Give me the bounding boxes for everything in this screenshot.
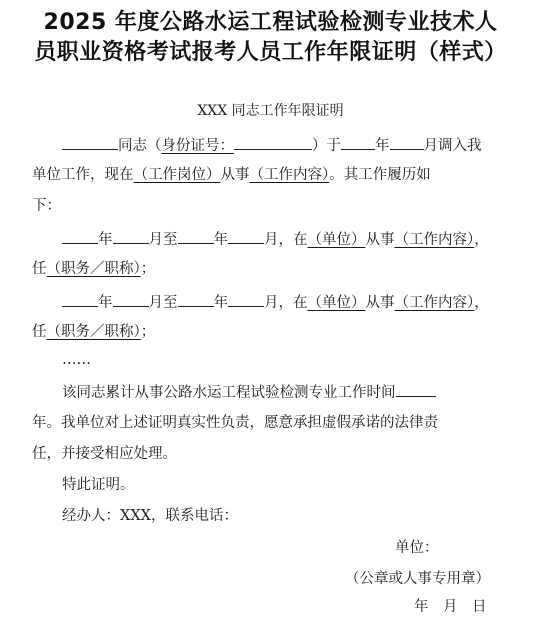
paragraph-2-line-1 — [62, 381, 436, 403]
semicolon-text: ； — [140, 261, 156, 277]
semicolon-text: ； — [140, 324, 156, 340]
paragraph-1-line-3: 下： — [32, 198, 61, 214]
document-title-line-1: 2025 年度公路水运工程试验检测专业技术人 — [43, 10, 498, 35]
end-year-text: 年 — [213, 232, 228, 248]
id-number-blank — [234, 134, 312, 150]
end-month-blank — [228, 291, 264, 307]
month-at-text: 月，在 — [264, 295, 308, 311]
end-year-text: 年 — [213, 295, 228, 311]
years-blank — [396, 381, 436, 397]
history-entry-2-line-2 — [32, 322, 155, 342]
transfer-text: 月调入我 — [423, 138, 482, 154]
cumulative-time-text: 该同志累计从事公路水运工程试验检测专业工作时间 — [62, 385, 396, 401]
start-year-blank — [62, 228, 98, 244]
name-blank — [62, 134, 118, 150]
history-entry-1-line-2 — [32, 259, 155, 279]
ren-text: 任 — [32, 324, 47, 340]
paragraph-2-line-2: 年。我单位对上述证明真实性负责，愿意承担虚假承诺的法律责 — [32, 415, 438, 431]
certificate-subtitle: XXX 同志工作年限证明 — [197, 103, 344, 119]
end-year-blank — [178, 228, 214, 244]
work-unit-text: 单位工作，现在 — [32, 167, 134, 183]
end-month-blank — [228, 228, 264, 244]
paragraph-1-line-2 — [32, 165, 431, 185]
congshi-text: 从事 — [365, 295, 395, 311]
month-to-text: 月至 — [148, 295, 178, 311]
unit-signature-label: 单位： — [395, 540, 439, 556]
start-year-blank — [62, 291, 98, 307]
handler-line: 经办人：XXX，联系电话： — [62, 508, 238, 524]
document-title-line-2: 员职业资格考试报考人员工作年限证明（样式） — [34, 40, 507, 65]
history-entry-1-line-1 — [62, 228, 489, 250]
transfer-year-blank — [341, 134, 375, 150]
date-line: 年 月 日 — [414, 599, 487, 615]
start-year-text: 年 — [98, 232, 113, 248]
paragraph-2-line-3: 任，并接受相应处理。 — [32, 446, 177, 462]
content-placeholder: （工作内容） — [394, 232, 475, 248]
content-placeholder: （工作内容） — [249, 167, 330, 183]
unit-placeholder: （单位） — [307, 232, 366, 248]
year-text: 年 — [375, 138, 390, 154]
official-seal-text: （公章或人事专用章） — [345, 571, 490, 587]
transfer-month-blank — [390, 134, 424, 150]
start-year-text: 年 — [98, 295, 113, 311]
history-intro-text: 。其工作履历如 — [329, 167, 431, 183]
yu-text: ）于 — [312, 138, 341, 154]
unit-placeholder: （单位） — [307, 295, 366, 311]
content-placeholder: （工作内容） — [394, 295, 475, 311]
title-placeholder: （职务／职称） — [46, 261, 141, 277]
ellipsis: …… — [62, 352, 91, 368]
comma-text: ， — [474, 295, 489, 311]
id-number-label: 身份证号： — [161, 138, 234, 154]
congshi-text: 从事 — [365, 232, 395, 248]
ren-text: 任 — [32, 261, 47, 277]
certify-text: 特此证明。 — [62, 477, 135, 493]
month-at-text: 月，在 — [264, 232, 308, 248]
start-month-blank — [113, 291, 149, 307]
end-year-blank — [178, 291, 214, 307]
comma-text: ， — [474, 232, 489, 248]
title-placeholder: （职务／职称） — [46, 324, 141, 340]
paragraph-1-line-1 — [62, 134, 482, 156]
history-entry-2-line-1 — [62, 291, 489, 313]
start-month-blank — [113, 228, 149, 244]
congshi-text: 从事 — [220, 167, 250, 183]
month-to-text: 月至 — [148, 232, 178, 248]
post-placeholder: （工作岗位） — [133, 167, 221, 183]
tongzhi-text: 同志（ — [118, 138, 162, 154]
